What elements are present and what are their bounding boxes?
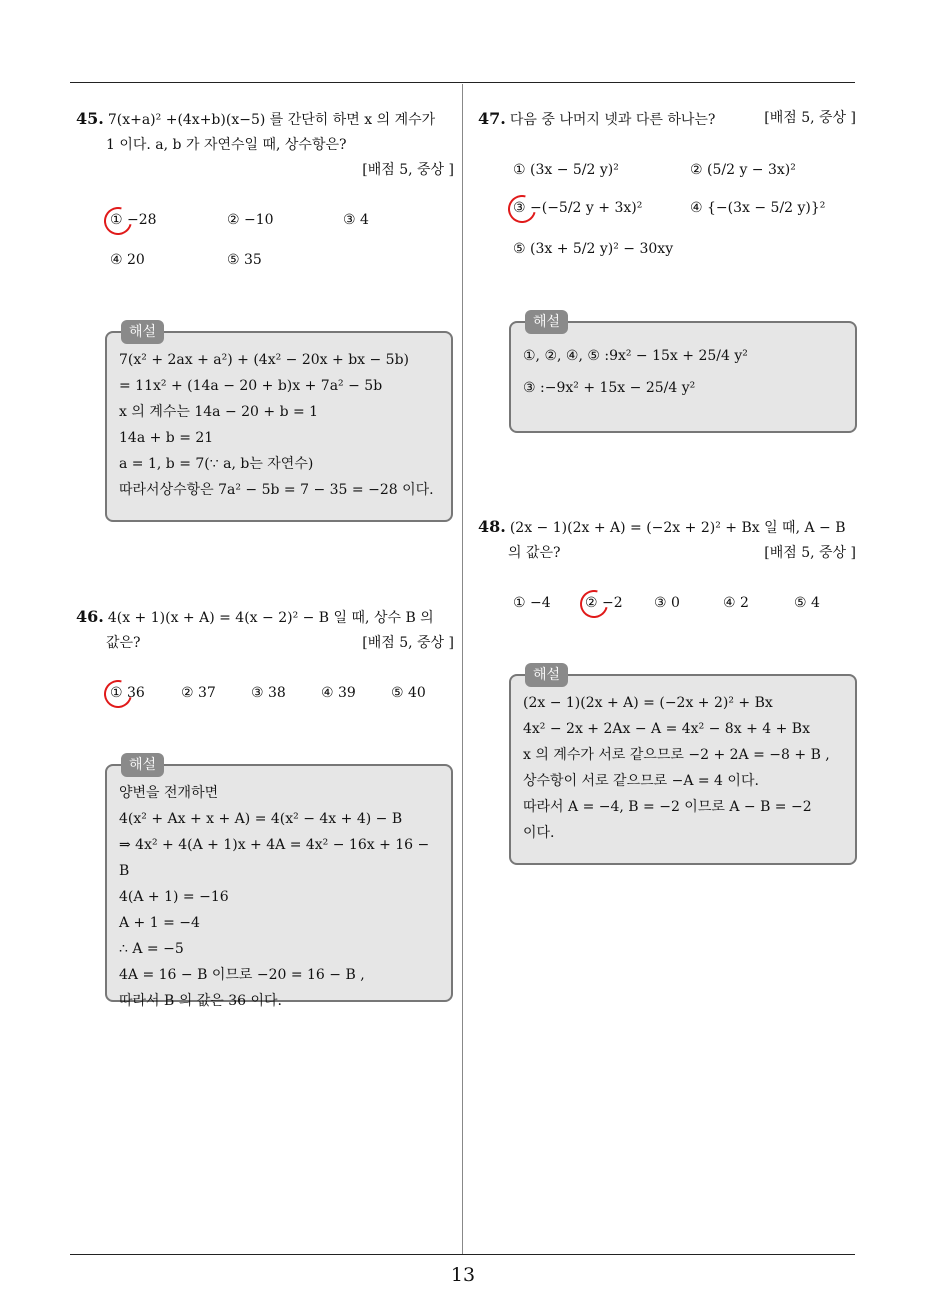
solution-tag: 해설 xyxy=(525,663,568,687)
question-stem-line2: 1 이다. a, b 가 자연수일 때, 상수항은? xyxy=(106,137,347,153)
solution-box-48 xyxy=(509,667,857,865)
solution-line: (2x − 1)(2x + A) = (−2x + 2)² + Bx xyxy=(523,695,773,711)
solution-line: 7(x² + 2ax + a²) + (4x² − 20x + bx − 5b) xyxy=(119,352,410,368)
choice-4[interactable]: ④ 39 xyxy=(321,685,356,701)
solution-line: 따라서 A = −4, B = −2 이므로 A − B = −2 xyxy=(523,799,812,815)
solution-box-45 xyxy=(105,324,453,522)
choice-5[interactable]: ⑤ 35 xyxy=(227,252,262,268)
solution-tag: 해설 xyxy=(525,310,568,334)
question-number: 45. xyxy=(76,109,104,128)
question-46 xyxy=(76,604,454,656)
choice-1[interactable]: ① −28 xyxy=(110,212,157,228)
solution-line: x 의 계수가 서로 같으므로 −2 + 2A = −8 + B , xyxy=(523,747,830,763)
choice-3[interactable]: ③ 38 xyxy=(251,685,286,701)
question-number: 47. xyxy=(478,109,506,128)
solution-box-46 xyxy=(105,757,453,1009)
question-stem-line2: 값은? xyxy=(106,635,141,651)
question-number: 48. xyxy=(478,517,506,536)
solution-line: 상수항이 서로 같으므로 −A = 4 이다. xyxy=(523,773,759,789)
solution-tag: 해설 xyxy=(121,320,164,344)
question-48 xyxy=(478,514,856,566)
choice-2[interactable]: ② (5/2 y − 3x)² xyxy=(690,162,796,178)
solution-line: 4A = 16 − B 이므로 −20 = 16 − B , xyxy=(119,967,365,983)
solution-line: 따라서상수항은 7a² − 5b = 7 − 35 = −28 이다. xyxy=(119,482,434,498)
choice-4[interactable]: ④ 20 xyxy=(110,252,145,268)
solution-line: 4(x² + Ax + x + A) = 4(x² − 4x + 4) − B xyxy=(119,811,403,827)
choice-4[interactable]: ④ {−(3x − 5/2 y)}² xyxy=(690,200,826,216)
question-stem: 다음 중 나머지 넷과 다른 하나는? xyxy=(509,112,716,128)
solution-line: ⇒ 4x² + 4(A + 1)x + 4A = 4x² − 16x + 16 − B xyxy=(119,837,430,879)
solution-line: ①, ②, ④, ⑤ :9x² − 15x + 25/4 y² xyxy=(523,348,748,364)
solution-line: 이다. xyxy=(523,825,555,841)
question-stem: 7(x+a)² +(4x+b)(x−5) 를 간단히 하면 x 의 계수가 xyxy=(107,112,436,128)
question-number: 46. xyxy=(76,607,104,626)
solution-line: = 11x² + (14a − 20 + b)x + 7a² − 5b xyxy=(119,378,383,394)
column-divider xyxy=(462,84,463,1254)
solution-line: ∴ A = −5 xyxy=(119,941,184,957)
question-stem: (2x − 1)(2x + A) = (−2x + 2)² + Bx 일 때, A − B xyxy=(509,520,846,536)
question-meta: [배점 5, 중상 ] xyxy=(764,545,856,561)
choice-2[interactable]: ② 37 xyxy=(181,685,216,701)
solution-line: A + 1 = −4 xyxy=(119,915,200,931)
solution-line: 4x² − 2x + 2Ax − A = 4x² − 8x + 4 + Bx xyxy=(523,721,810,737)
question-stem: 4(x + 1)(x + A) = 4(x − 2)² − B 일 때, 상수 B 의 xyxy=(107,610,434,626)
question-meta: [배점 5, 중상 ] xyxy=(362,162,454,178)
solution-line: 양변을 전개하면 xyxy=(119,785,219,801)
choice-1[interactable]: ① (3x − 5/2 y)² xyxy=(513,162,619,178)
question-meta: [배점 5, 중상 ] xyxy=(362,635,454,651)
question-meta: [배점 5, 중상 ] xyxy=(764,110,856,126)
choice-2[interactable]: ② −2 xyxy=(585,595,623,611)
bottom-rule xyxy=(70,1254,855,1255)
question-47 xyxy=(478,106,856,133)
solution-line: x 의 계수는 14a − 20 + b = 1 xyxy=(119,404,319,420)
solution-tag: 해설 xyxy=(121,753,164,777)
choice-1[interactable]: ① 36 xyxy=(110,685,145,701)
choice-1[interactable]: ① −4 xyxy=(513,595,551,611)
top-rule xyxy=(70,82,855,83)
solution-box-47 xyxy=(509,314,857,433)
solution-line: 4(A + 1) = −16 xyxy=(119,889,229,905)
solution-line: ③ :−9x² + 15x − 25/4 y² xyxy=(523,380,696,396)
choice-5[interactable]: ⑤ 40 xyxy=(391,685,426,701)
page-number: 13 xyxy=(450,1264,476,1286)
choice-3[interactable]: ③ −(−5/2 y + 3x)² xyxy=(513,200,643,216)
choice-3[interactable]: ③ 4 xyxy=(343,212,369,228)
question-45 xyxy=(76,106,454,183)
choice-5[interactable]: ⑤ 4 xyxy=(794,595,820,611)
solution-line: 14a + b = 21 xyxy=(119,430,214,446)
choice-4[interactable]: ④ 2 xyxy=(723,595,749,611)
solution-line: 따라서 B 의 값은 36 이다. xyxy=(119,993,282,1009)
choice-2[interactable]: ② −10 xyxy=(227,212,274,228)
question-stem-line2: 의 값은? xyxy=(508,545,561,561)
solution-line: a = 1, b = 7(∵ a, b는 자연수) xyxy=(119,456,314,472)
choice-5[interactable]: ⑤ (3x + 5/2 y)² − 30xy xyxy=(513,241,674,257)
choice-3[interactable]: ③ 0 xyxy=(654,595,680,611)
